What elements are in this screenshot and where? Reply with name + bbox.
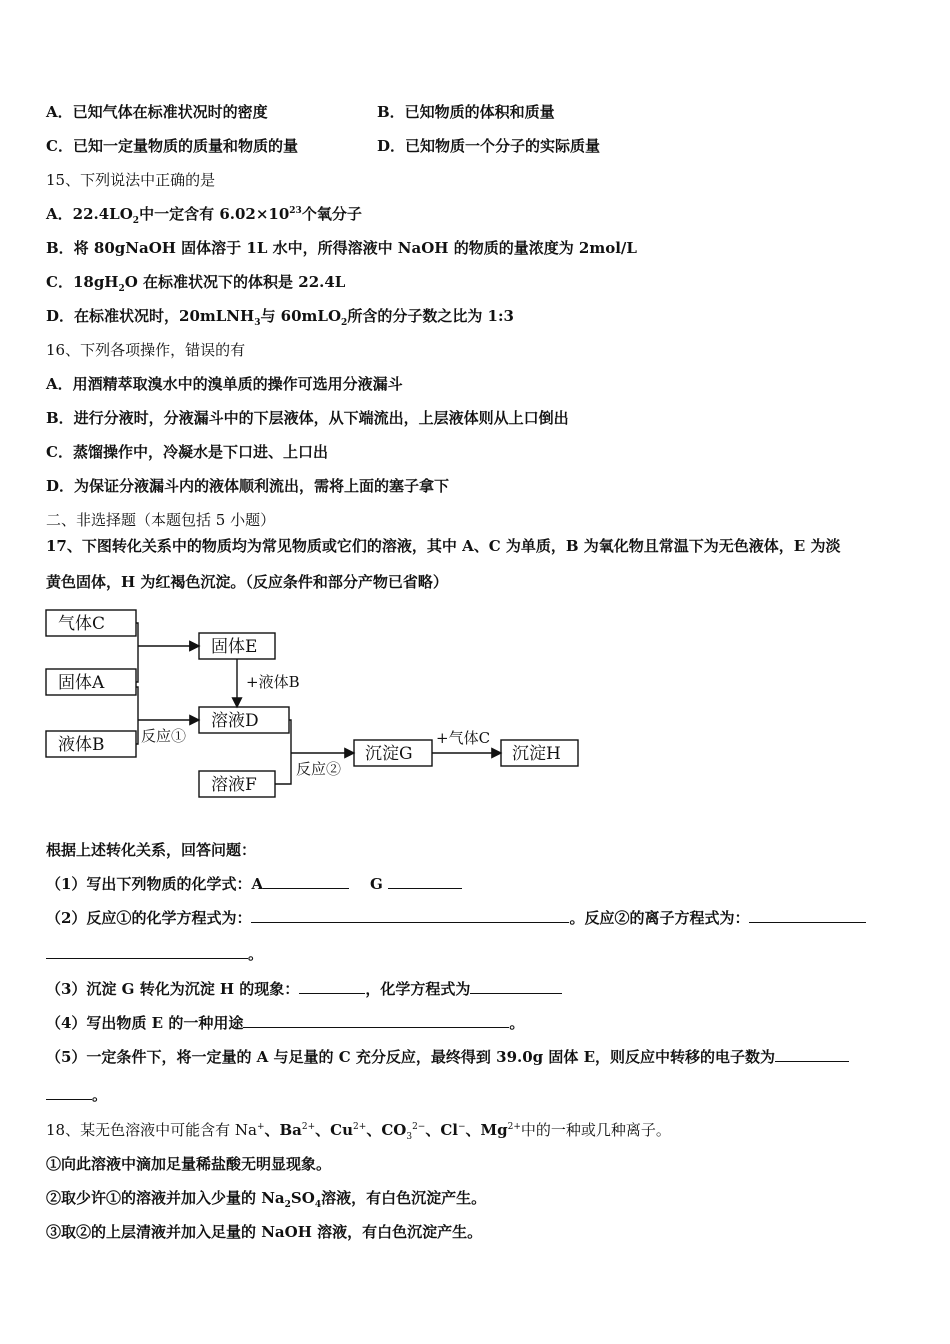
q16-option-d: D．为保证分液漏斗内的液体顺利流出，需将上面的塞子拿下 [46,477,450,495]
label-solution-d: 溶液D [211,711,259,731]
q17-part2-cont: 。 [46,944,263,964]
q15-option-c: C．$18gH_2O$ 在标准状况下的体积是 22.4L [46,273,346,294]
label-solution-f: 溶液F [211,775,257,795]
q18-step1: ①向此溶液中滴加足量稀盐酸无明显现象。 [46,1155,332,1173]
q14-option-b: B．已知物质的体积和质量 [377,103,555,121]
q15-option-a: A．$22.4LO_2$中一定含有 $6.02\times 10^{23}$个氧分子 [46,205,362,226]
q17-part5-cont: 。 [46,1085,107,1105]
label-solid-e: 固体E [211,637,258,657]
q17-stem-line2: 黄色固体，H 为红褐色沉淀。（反应条件和部分产物已省略） [46,573,448,591]
q16-option-c: C．蒸馏操作中，冷凝水是下口进、上口出 [46,443,328,461]
answer-blank-electrons[interactable] [775,1047,849,1062]
label-liquid-b: 液体B [58,735,105,755]
label-precipitate-g: 沉淀G [365,744,413,764]
q15-option-b: B．将 80gNaOH 固体溶于 1L 水中，所得溶液中 NaOH 的物质的量浓度为 2mol/L [46,239,637,257]
answer-blank-electrons-cont[interactable] [46,1085,92,1100]
q17-part2: （2）反应①的化学方程式为： 。反应②的离子方程式为： [46,908,866,928]
q15-option-d: D．在标准状况时，20mLNH$_3$与 60mLO$_2$所含的分子数之比为 1:3 [46,307,514,328]
answer-blank-use[interactable] [243,1013,509,1028]
q16-option-a: A．用酒精萃取溴水中的溴单质的操作可选用分液漏斗 [46,375,403,393]
q17-part3: （3）沉淀 G 转化为沉淀 H 的现象： ，化学方程式为 [46,979,562,999]
q17-part4: （4）写出物质 E 的一种用途 。 [46,1014,525,1032]
section-heading: 二、非选择题（本题包括 5 小题） [46,511,276,529]
label-plus-liquid-b: +液体B [246,673,300,691]
q17-part5: （5）一定条件下，将一定量的 A 与足量的 C 充分反应，最终得到 39.0g 固体 E，则反应中转移的电子数为 [46,1047,849,1067]
answer-blank-a[interactable] [263,874,349,889]
answer-blank-equation[interactable] [470,979,562,994]
q16-stem: 16、下列各项操作，错误的有 [46,341,246,359]
label-gas-c: 气体C [58,614,106,634]
reaction-flow-diagram [40,600,600,805]
q16-option-b: B．进行分液时，分液漏斗中的下层液体，从下端流出，上层液体则从上口倒出 [46,409,569,427]
label-reaction-2: 反应② [296,760,342,778]
q14-option-c: C．已知一定量物质的质量和物质的量 [46,137,298,155]
q18-step2: ②取少许①的溶液并加入少量的 $Na_2SO_4$溶液，有白色沉淀产生。 [46,1189,487,1210]
answer-blank-reaction1[interactable] [251,908,569,923]
answer-blank-g[interactable] [388,874,462,889]
q14-option-d: D．已知物质一个分子的实际质量 [377,137,601,155]
q15-stem: 15、下列说法中正确的是 [46,171,216,189]
label-precipitate-h: 沉淀H [512,744,561,764]
q14-option-a: A．已知气体在标准状况时的密度 [46,103,268,121]
q17-part1: （1）写出下列物质的化学式：A G [46,874,462,894]
q18-step3: ③取②的上层清液并加入足量的 NaOH 溶液，有白色沉淀产生。 [46,1223,483,1241]
label-solid-a: 固体A [58,673,105,693]
answer-blank-reaction2[interactable] [749,908,866,923]
q17-stem-line1: 17、下图转化关系中的物质均为常见物质或它们的溶液，其中 A、C 为单质，B 为氧化物且常温下为无色液体，E 为淡 [46,537,841,555]
q17-intro: 根据上述转化关系，回答问题： [46,841,257,859]
answer-blank-reaction2-cont[interactable] [46,944,248,959]
label-plus-gas-c: +气体C [436,729,491,747]
label-reaction-1: 反应① [141,727,187,745]
q18-stem: 18、某无色溶液中可能含有 Na+、$Ba^{2+}$、$Cu^{2+}$、$CO_3^{2-}$、Cl−、$Mg^{2+}$中的一种或几种离子。 [46,1121,671,1142]
answer-blank-phenomenon[interactable] [299,979,365,994]
